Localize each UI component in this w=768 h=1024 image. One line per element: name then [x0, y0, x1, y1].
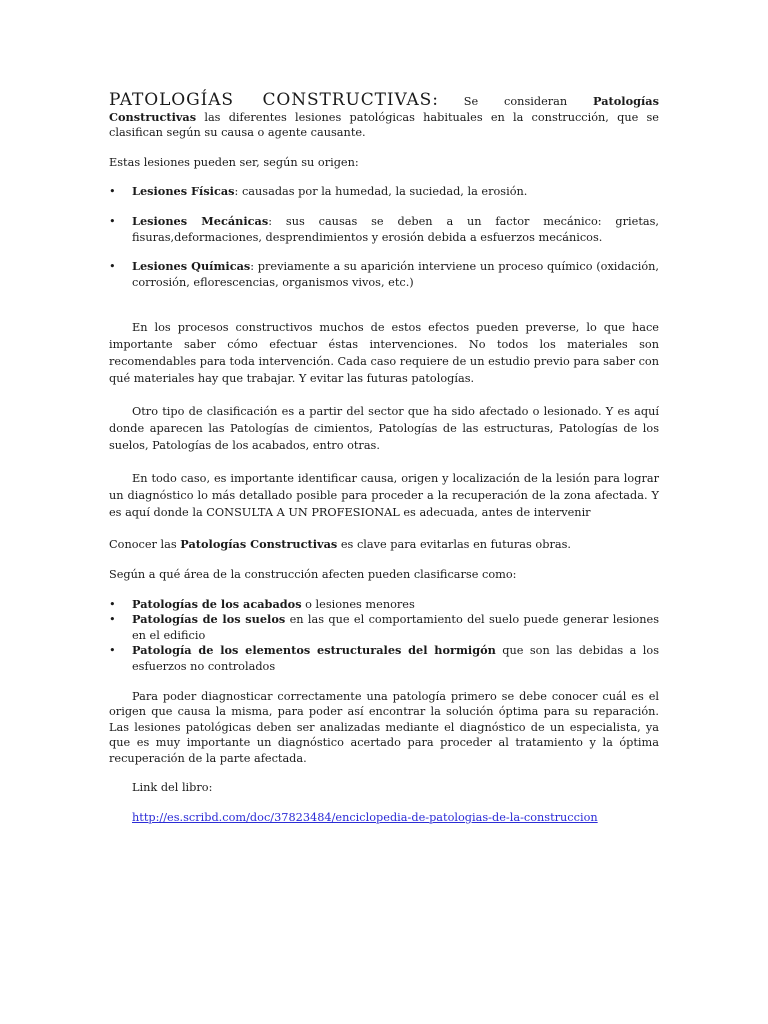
list-item — [109, 643, 659, 674]
link-label: Link del libro: — [132, 781, 213, 795]
list-item-term: Patologías de los acabados — [132, 596, 302, 611]
list-item — [109, 184, 659, 200]
page-title: PATOLOGÍAS CONSTRUCTIVAS — [109, 90, 433, 110]
list-item-text: o lesiones menores — [301, 597, 415, 611]
list-item-text: : previamente a su aparición interviene un proceso químico (oxidación, corrosión, eflorescencias, organismos vivos, etc.) — [132, 260, 659, 289]
bullet-icon: • — [109, 214, 116, 228]
paragraph-conocer — [109, 537, 659, 553]
list-item — [109, 612, 659, 643]
bullet-icon: • — [109, 613, 116, 627]
title-intro-pre: Se consideran — [437, 95, 594, 108]
list-item-term: Patologías de los suelos — [132, 612, 286, 627]
list-item-term: Lesiones Mecánicas — [132, 213, 269, 228]
paragraph-clasificacion: Otro tipo de clasificación es a partir del sector que ha sido afectado o lesionado. Y es aquí donde aparecen las Patologías de cimientos, Patologías de las estructuras, Patologías de los suelos, Patologías de los acabados, entro otras. — [109, 405, 659, 453]
paragraph-diagnostico: Para poder diagnosticar correctamente una patología primero se debe conocer cuál es el origen que causa la misma, para poder así encontrar la solución óptima para su reparación. Las lesiones patológicas deben ser analizadas mediante el diagnóstico de un especialista, ya que es muy importante un diagnóstico acertado para proceder al tratamiento y la óptima recuperación de la parte afectada. — [109, 689, 659, 765]
title-intro-bold: Patologías Constructivas — [109, 94, 659, 124]
origin-list — [109, 184, 659, 290]
area-list — [109, 597, 659, 675]
bullet-icon: • — [109, 644, 116, 658]
bullet-icon: • — [109, 260, 116, 274]
paragraph-procesos: En los procesos constructivos muchos de estos efectos pueden preverse, lo que hace importante saber cómo efectuar éstas intervenciones. No todos los materiales son recomendables para toda intervención. Cada caso requiere de un estudio previo para saber con qué materiales hay que trabajar. Y evitar las futuras patologías. — [109, 321, 659, 386]
list-item — [109, 214, 659, 245]
paragraph-area: Según a qué área de la construcción afecten pueden clasificarse como: — [109, 567, 517, 581]
list-item-text: en las que el comportamiento del suelo puede generar lesiones en el edificio — [132, 613, 659, 642]
list-item-text: : causadas por la humedad, la suciedad, la erosión. — [234, 185, 528, 199]
list-item-term: Patología de los elementos estructurales del hormigón — [132, 643, 496, 658]
title-paragraph — [109, 90, 659, 141]
document-page — [109, 90, 659, 826]
list-item — [109, 259, 659, 290]
list-item-text: : sus causas se deben a un factor mecánico: grietas, fisuras,deformaciones, desprendimientos y erosión debida a esfuerzos mecánicos. — [132, 214, 659, 244]
title-colon: : — [432, 90, 438, 110]
conocer-bold: Patologías Constructivas — [180, 537, 338, 552]
paragraph-consulta: En todo caso, es importante identificar causa, origen y localización de la lesión para lograr un diagnóstico lo más detallado posible para proceder a la recuperación de la zona afectada. Y es aquí donde la CONSULTA A UN PROFESIONAL es adecuada, antes de intervenir — [109, 472, 659, 520]
list-item — [109, 597, 659, 613]
book-link[interactable]: http://es.scribd.com/doc/37823484/enciclopedia-de-patologias-de-la-construccion — [132, 811, 598, 825]
title-intro-post: las diferentes lesiones patológicas habituales en la construcción, que se clasifican según su causa o agente causante. — [109, 110, 659, 140]
conocer-pre: Conocer las — [109, 538, 181, 552]
bullet-icon: • — [109, 185, 116, 199]
list-item-term: Lesiones Físicas — [132, 184, 235, 199]
list-item-term: Lesiones Químicas — [132, 259, 251, 274]
link-paragraph — [109, 810, 659, 826]
bullet-icon: • — [109, 597, 116, 611]
conocer-post: es clave para evitarlas en futuras obras. — [337, 538, 571, 552]
origin-intro: Estas lesiones pueden ser, según su origen: — [109, 155, 359, 169]
list-item-text: que son las debidas a los esfuerzos no controlados — [132, 644, 659, 673]
